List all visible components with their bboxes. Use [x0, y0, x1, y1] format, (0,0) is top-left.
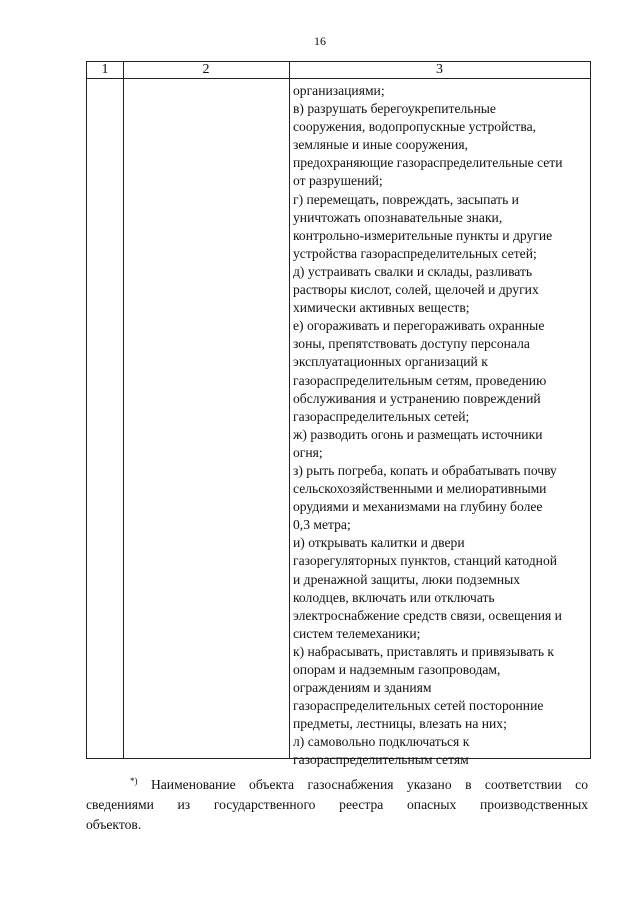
text-line: огня;: [293, 444, 323, 460]
footnote-line-2: сведениями из государственного реестра опасных производственных: [86, 797, 588, 812]
footnote-marker: *): [130, 776, 138, 786]
text-line: и дренажной защиты, люки подземных: [293, 571, 521, 587]
text-line: орудиями и механизмами на глубину более: [293, 499, 543, 515]
text-line: сооружения, водопропускные устройства,: [293, 119, 537, 135]
text-line: е) огораживать и перегораживать охранные: [293, 318, 545, 334]
column-divider-2: [289, 62, 290, 758]
column-3-text: [293, 82, 589, 770]
text-line: растворы кислот, солей, щелочей и других: [293, 282, 539, 298]
text-line: эксплуатационных организаций к: [293, 354, 488, 370]
text-line: в) разрушать берегоукрепительные: [293, 101, 496, 117]
text-line: устройства газораспределительных сетей;: [293, 245, 537, 261]
text-line: л) самовольно подключаться к: [293, 734, 470, 750]
column-divider-1: [123, 62, 124, 758]
text-line: газораспределительным сетям: [293, 752, 469, 768]
text-line: от разрушений;: [293, 173, 383, 189]
text-line: предметы, лестницы, влезать на них;: [293, 716, 507, 732]
text-line: сельскохозяйственными и мелиоративными: [293, 481, 547, 497]
text-line: газораспределительных сетей посторонние: [293, 698, 544, 714]
text-line: контрольно-измерительные пункты и другие: [293, 227, 553, 243]
text-line: з) рыть погреба, копать и обрабатывать почву: [293, 462, 557, 478]
text-line: опорам и надземным газопроводам,: [293, 662, 501, 677]
text-line: электроснабжение средств связи, освещения и: [293, 607, 562, 623]
footnote-text-1: Наименование объекта газоснабжения указано в соответствии со: [150, 777, 588, 792]
text-line: 0,3 метра;: [293, 517, 351, 533]
footnote: [86, 775, 588, 835]
text-line: газорегуляторных пунктов, станций катодной: [293, 553, 558, 569]
text-line: химически активных веществ;: [293, 300, 470, 316]
data-table: [86, 61, 591, 768]
column-header-3: 3: [436, 62, 443, 77]
text-line: г) перемещать, повреждать, засыпать и: [293, 191, 519, 207]
text-line: газораспределительным сетям, проведению: [293, 372, 547, 388]
text-line: земляные и иные сооружения,: [293, 137, 468, 153]
text-line: ограждениям и зданиям: [293, 680, 432, 696]
text-line: предохраняющие газораспределительные сети: [293, 155, 563, 171]
page-number: 16: [314, 34, 326, 48]
text-line: обслуживания и устранению повреждений: [293, 390, 541, 406]
column-header-2: 2: [202, 62, 210, 77]
table-header-row: [87, 62, 590, 79]
text-line: организациями;: [293, 83, 385, 98]
text-line: к) набрасывать, приставлять и привязывать к: [293, 643, 555, 659]
footnote-line-1: [86, 775, 588, 795]
text-line: уничтожать опознавательные знаки,: [293, 209, 503, 225]
text-line: зоны, препятствовать доступу персонала: [293, 336, 530, 352]
text-line: газораспределительных сетей;: [293, 408, 470, 424]
text-line: д) устраивать свалки и склады, разливать: [293, 263, 533, 279]
footnote-line-3: объектов.: [86, 817, 142, 832]
text-line: ж) разводить огонь и размещать источники: [293, 426, 543, 442]
text-line: колодцев, включать или отключать: [293, 589, 495, 605]
text-line: систем телемеханики;: [293, 625, 421, 641]
text-line: и) открывать калитки и двери: [293, 535, 465, 551]
column-header-1: 1: [101, 62, 109, 77]
